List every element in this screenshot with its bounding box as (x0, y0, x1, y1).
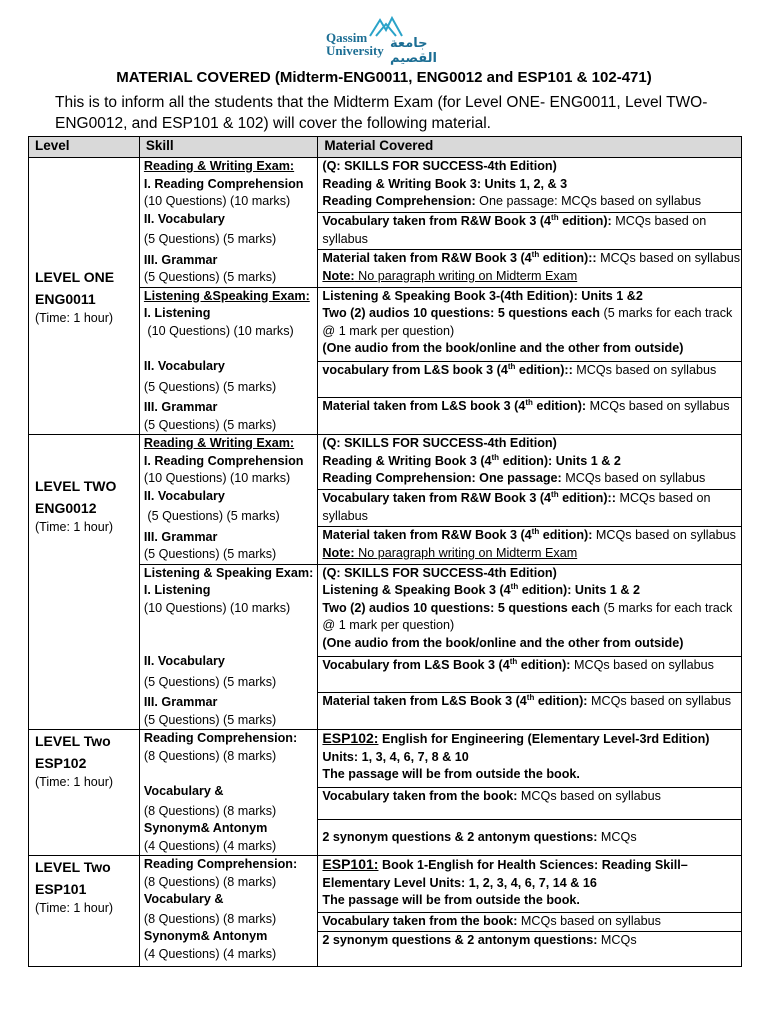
skill-marks: (10 Questions) (10 marks) (143, 323, 294, 338)
skill-item: I. Listening (143, 583, 211, 597)
skill-item: I. Reading Comprehension (143, 176, 304, 191)
material-text: (5 marks for each track @ 1 mark per question) (322, 600, 733, 632)
skill-marks: (8 Questions) (8 marks) (143, 874, 277, 889)
material-label: Vocabulary from L&S Book 3 (4 (322, 657, 510, 672)
skill-marks: (10 Questions) (10 marks) (143, 471, 291, 485)
material-label: edition): (534, 694, 588, 709)
skill-item: Vocabulary & (143, 784, 224, 798)
course-code: ESP102: (322, 730, 379, 746)
superscript: th (507, 361, 516, 371)
superscript: th (526, 693, 535, 703)
skill-heading: Reading & Writing Exam: (143, 436, 295, 450)
material-cell (318, 158, 742, 213)
material-text: MCQs based on syllabus (322, 491, 711, 523)
material-label: Reading Comprehension: One passage: (322, 471, 562, 485)
superscript: th (551, 213, 559, 223)
skill-marks: (8 Questions) (8 marks) (143, 911, 277, 926)
skill-item: Reading Comprehension: (143, 857, 298, 871)
skill-marks: (5 Questions) (5 marks) (143, 232, 277, 246)
material-cell (318, 932, 742, 967)
material-cell (318, 250, 742, 287)
material-label: edition):: (558, 491, 616, 506)
material-text: MCQs based on syllabus (586, 399, 730, 414)
material-cell (318, 287, 742, 361)
skill-item: III. Grammar (143, 252, 218, 267)
material-cell (318, 213, 742, 250)
level-two-cell (29, 435, 140, 730)
level-one-cell (29, 158, 140, 435)
skill-marks: (5 Questions) (5 marks) (143, 270, 277, 284)
material-text: MCQs based on syllabus (517, 914, 661, 928)
material-text: MCQs based on syllabus (596, 251, 741, 266)
material-label: Material taken from L&S Book 3 (4 (322, 694, 527, 709)
page-title: MATERIAL COVERED (Midterm-ENG0011, ENG0012 and ESP101 & 102-471) (116, 69, 652, 86)
material-text: Units: 1, 3, 4, 6, 7, 8 & 10 (322, 749, 469, 764)
superscript: th (509, 656, 518, 666)
table-row (29, 856, 742, 913)
level-code: ENG0011 (35, 290, 96, 307)
material-text: MCQs based on syllabus (572, 362, 717, 377)
level-name: LEVEL TWO (35, 478, 117, 494)
material-cell (318, 656, 742, 693)
material-text: (Q: SKILLS FOR SUCCESS-4th Edition) (322, 565, 557, 580)
skill-item: II. Vocabulary (143, 654, 225, 668)
skill-item: II. Vocabulary (143, 488, 225, 503)
level-code: ESP101 (35, 881, 87, 897)
material-text: Listening & Speaking Book 3-(4th Edition): Units 1 &2 (322, 288, 643, 303)
material-label: 2 synonym questions & 2 antonym questions: (322, 829, 598, 844)
skill-item: II. Vocabulary (143, 359, 225, 373)
table-row (29, 730, 742, 788)
material-cell (318, 730, 742, 788)
intro-paragraph: This is to inform all the students that the Midterm Exam (for Level ONE- ENG0011, Level TWO-ENG0012, and ESP101 & 102) will cover the following material. (55, 94, 708, 132)
skill-item: III. Grammar (143, 400, 218, 414)
skill-heading: Listening & Speaking Exam: (143, 565, 314, 580)
material-cell (318, 856, 742, 913)
material-label: edition):: (515, 362, 573, 377)
esp101-cell (29, 856, 140, 967)
logo-text-arabic: جامعة القصيم (390, 36, 438, 66)
material-cell (318, 788, 742, 820)
note-label: Note: (322, 268, 355, 283)
table-row (29, 158, 742, 213)
material-text: The passage will be from outside the book. (322, 767, 580, 781)
skill-item: I. Listening (143, 306, 211, 320)
esp102-cell (29, 730, 140, 856)
skill-item: II. Vocabulary (143, 211, 225, 226)
material-label: Two (2) audios 10 questions: 5 questions each (322, 306, 601, 320)
skill-marks: (5 Questions) (5 marks) (143, 674, 277, 689)
skill-marks: (10 Questions) (10 marks) (143, 600, 291, 615)
material-text: Reading & Writing Book 3: Units 1, 2, & 3 (322, 176, 568, 191)
material-cell (318, 693, 742, 730)
table-header-row (29, 137, 742, 158)
material-label: 2 synonym questions & 2 antonym questions: (322, 933, 598, 947)
material-table (28, 136, 742, 967)
skill-marks: (5 Questions) (5 marks) (143, 509, 280, 523)
material-text: MCQs based on syllabus (517, 789, 661, 804)
skill-item: Vocabulary & (143, 892, 224, 906)
table-row (29, 435, 742, 490)
level-code: ESP102 (35, 755, 87, 771)
skill-marks: (5 Questions) (5 marks) (143, 379, 277, 394)
material-text: MCQs based on syllabus (561, 471, 706, 485)
material-label: Vocabulary taken from the book: (322, 914, 518, 928)
header-skill: Skill (139, 137, 318, 158)
skill-marks: (5 Questions) (5 marks) (143, 417, 277, 432)
skill-item: III. Grammar (143, 695, 218, 709)
level-time: (Time: 1 hour) (35, 901, 114, 915)
skill-item: Reading Comprehension: (143, 731, 298, 745)
header-level: Level (29, 137, 140, 158)
skill-item: Synonym& Antonym (143, 821, 268, 835)
material-label: Vocabulary taken from R&W Book 3 (4 (322, 214, 552, 229)
skill-marks: (5 Questions) (5 marks) (143, 712, 277, 727)
material-label: Two (2) audios 10 questions: 5 questions each (322, 600, 601, 615)
skill-heading: Reading & Writing Exam: (143, 159, 295, 173)
material-text: MCQs based on syllabus (587, 694, 732, 709)
course-code: ESP101: (322, 856, 379, 872)
skill-item: III. Grammar (143, 529, 218, 544)
skill-item: I. Reading Comprehension (143, 453, 304, 468)
material-label: edition): (539, 528, 593, 543)
material-text: MCQs based on syllabus (570, 657, 714, 672)
skill-marks: (4 Questions) (4 marks) (143, 838, 277, 853)
skill-marks: (10 Questions) (10 marks) (143, 194, 291, 208)
skill-marks: (4 Questions) (4 marks) (143, 946, 277, 961)
skill-cell (139, 730, 318, 856)
superscript: th (531, 527, 540, 537)
note-label: Note: (322, 545, 355, 560)
material-text: MCQs (597, 829, 637, 844)
material-text: Book 1-English for Health Sciences: Reading Skill– Elementary Level Units: 1, 2, 3, 4, 6, 7, 14 & 16 (322, 858, 688, 890)
skill-item: Synonym& Antonym (143, 929, 268, 943)
material-text: One passage: MCQs based on syllabus (475, 194, 702, 208)
skill-cell (139, 856, 318, 967)
material-label: edition):: (539, 251, 597, 266)
material-text: MCQs based on syllabus (322, 214, 707, 246)
superscript: th (491, 452, 500, 462)
material-label: Listening & Speaking Book 3 (4 (322, 583, 511, 597)
skill-marks: (8 Questions) (8 marks) (143, 803, 277, 818)
material-text: (One audio from the book/online and the other from outside) (322, 635, 684, 650)
level-time: (Time: 1 hour) (35, 520, 114, 534)
level-time: (Time: 1 hour) (35, 310, 114, 325)
material-label: Vocabulary taken from R&W Book 3 (4 (322, 491, 552, 506)
material-label: Material taken from R&W Book 3 (4 (322, 251, 532, 266)
material-text: MCQs (597, 933, 637, 947)
material-text: The passage will be from outside the book. (322, 893, 580, 907)
skill-heading: Listening &Speaking Exam: (143, 288, 310, 303)
material-cell (318, 527, 742, 564)
superscript: th (531, 250, 540, 260)
material-text: English for Engineering (Elementary Level-3rd Edition) (378, 732, 710, 746)
superscript: th (551, 490, 559, 500)
material-label: Material taken from L&S book 3 (4 (322, 399, 526, 414)
note-text: No paragraph writing on Midterm Exam (354, 268, 578, 283)
material-label: edition): (532, 399, 587, 414)
material-cell (318, 820, 742, 856)
material-text: MCQs based on syllabus (592, 528, 736, 543)
material-text: (Q: SKILLS FOR SUCCESS-4th Edition) (322, 436, 557, 450)
skill-cell (139, 435, 318, 565)
material-label: edition): Units 1 & 2 (518, 583, 640, 597)
material-text: (One audio from the book/online and the other from outside) (322, 341, 684, 355)
material-cell (318, 398, 742, 435)
material-cell (318, 490, 742, 527)
skill-marks: (8 Questions) (8 marks) (143, 748, 277, 763)
material-cell (318, 435, 742, 490)
material-text: (5 marks for each track @ 1 mark per question) (322, 306, 733, 338)
level-name: LEVEL ONE (35, 268, 115, 285)
superscript: th (510, 581, 519, 591)
note-text: No paragraph writing on Midterm Exam (354, 545, 578, 560)
level-name: LEVEL Two (35, 859, 111, 875)
level-name: LEVEL Two (35, 733, 111, 749)
skill-marks: (5 Questions) (5 marks) (143, 547, 277, 561)
material-label: edition): Units 1 & 2 (499, 453, 621, 468)
university-logo (326, 14, 452, 66)
material-cell (318, 913, 742, 932)
material-cell (318, 564, 742, 656)
logo-text-line2: University (326, 43, 384, 58)
material-label: Reading & Writing Book 3 (4 (322, 453, 492, 468)
header-material: Material Covered (318, 137, 742, 158)
skill-cell (139, 564, 318, 730)
skill-cell (139, 158, 318, 288)
material-label: edition): (558, 214, 612, 229)
logo-text-line1: Qassim (326, 30, 368, 45)
material-label: Vocabulary taken from the book: (322, 789, 518, 804)
level-time: (Time: 1 hour) (35, 775, 114, 789)
material-label: vocabulary from L&S book 3 (4 (322, 362, 508, 377)
material-label: edition): (517, 657, 571, 672)
material-text: (Q: SKILLS FOR SUCCESS-4th Edition) (322, 159, 557, 173)
skill-cell (139, 287, 318, 435)
superscript: th (525, 398, 533, 408)
level-code: ENG0012 (35, 500, 97, 516)
material-label: Reading Comprehension: (322, 194, 476, 208)
material-cell (318, 361, 742, 398)
material-label: Material taken from R&W Book 3 (4 (322, 528, 532, 543)
